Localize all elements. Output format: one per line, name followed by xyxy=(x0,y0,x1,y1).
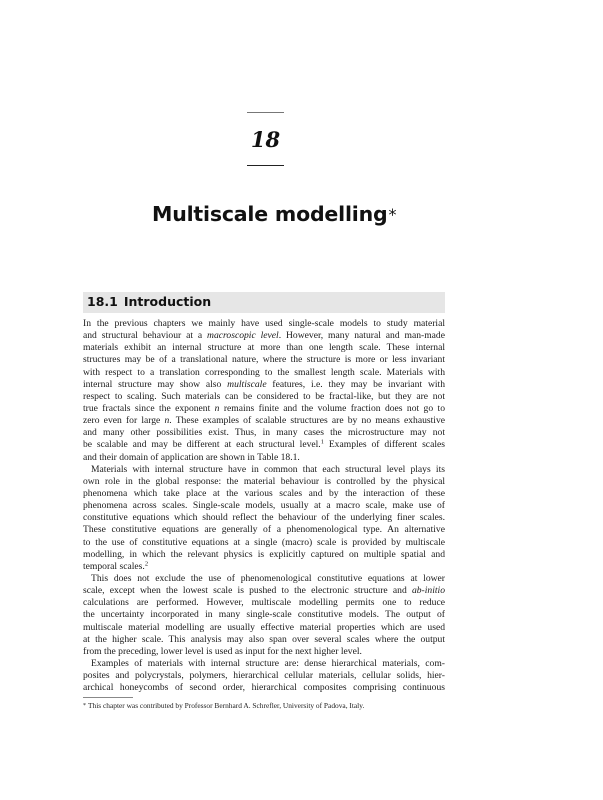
text-span: structures may be of a translational nature, where the structure is more or less invariant xyxy=(83,354,445,366)
section-number: 18.1 xyxy=(87,294,118,309)
text-span: Examples of different scales xyxy=(323,439,445,451)
text-span: true fractals since the exponent xyxy=(83,402,215,414)
text-span: remains finite and the volume fraction does not go to xyxy=(219,402,445,414)
text-line xyxy=(83,646,445,658)
section-heading xyxy=(87,294,211,309)
footnote xyxy=(83,701,445,711)
text-span: at the higher scale. This analysis may also span over several scales where the output xyxy=(83,633,445,645)
paragraph xyxy=(83,464,445,573)
text-span: and structural behaviour at a xyxy=(83,330,208,342)
section-heading-bar xyxy=(83,292,445,313)
text-span: posites and polycrystals, polymers, hierarchical cellular materials, cellular solids, hier- xyxy=(83,670,445,682)
text-span: from the preceding, lower level is used as input for the next higher level. xyxy=(83,645,362,657)
chapter-title-footnote-marker: * xyxy=(388,205,397,224)
text-span: respect to scaling. Such materials can be considered to be fractal-like, but they are not xyxy=(83,390,445,402)
emphasis-text: n xyxy=(164,415,170,427)
text-span: constitutive equations which should reflect the behaviour of the underlying finer scales. xyxy=(83,512,445,524)
text-line xyxy=(83,415,445,427)
text-span: to the use of constitutive equations at a single (macro) scale is provided by multiscale xyxy=(83,536,445,548)
text-line xyxy=(83,658,445,670)
paragraph xyxy=(83,573,445,658)
text-line xyxy=(83,367,445,379)
text-line xyxy=(83,476,445,488)
paragraph xyxy=(83,318,445,464)
text-span: internal structure may show also xyxy=(83,378,228,390)
text-span: the uncertainty incorporated in many single-scale constitutive models. The output of xyxy=(83,609,445,621)
text-span: archical honeycombs of second order, hierarchical composites comprising continuous xyxy=(83,682,445,694)
text-line xyxy=(83,452,445,464)
text-line xyxy=(83,500,445,512)
section-title: Introduction xyxy=(123,294,212,309)
text-line xyxy=(83,464,445,476)
text-span: These constitutive equations are generally of a phenomenological type. An alternative xyxy=(83,524,445,536)
text-line xyxy=(83,330,445,342)
chapter-title xyxy=(152,202,512,226)
footnote-rule xyxy=(83,697,133,698)
text-span: In the previous chapters we mainly have used single-scale models to study material xyxy=(83,318,445,329)
text-line xyxy=(83,391,445,403)
text-line xyxy=(83,609,445,621)
text-line xyxy=(83,427,445,439)
chapter-number: 18 xyxy=(250,126,281,152)
chapter-title-text: Multiscale modelling xyxy=(152,202,388,226)
text-span: multiscale material modelling are usually effective material properties which are used xyxy=(83,621,445,633)
text-line xyxy=(83,439,445,451)
text-line xyxy=(83,634,445,646)
paragraph xyxy=(83,658,445,694)
text-span: own role in the global response: the material behaviour is controlled by the physical xyxy=(83,475,445,487)
text-line xyxy=(83,597,445,609)
text-line xyxy=(83,585,445,597)
emphasis-text: macroscopic level xyxy=(207,330,279,342)
text-line xyxy=(83,318,445,330)
text-line xyxy=(83,561,445,573)
text-span: temporal scales. xyxy=(83,560,145,572)
text-line xyxy=(83,512,445,524)
emphasis-text: n xyxy=(214,402,220,414)
text-span: be scalable and may be different at each structural level. xyxy=(83,439,321,451)
text-span: scale, except when the lowest scale is pushed to the electronic structure and xyxy=(83,585,412,597)
footnote-marker: * xyxy=(83,702,86,709)
text-span: and their domain of application are shown in Table 18.1. xyxy=(83,451,300,463)
text-span: Examples of materials with internal structure are: dense hierarchical materials, com- xyxy=(91,657,445,669)
text-span: phenomena which take place at the various scales and by the interaction of these xyxy=(83,487,445,499)
footnote-text: This chapter was contributed by Professor Bernhard A. Schrefler, University of Padova, Italy. xyxy=(88,701,365,710)
text-line xyxy=(83,524,445,536)
chapter-number-box xyxy=(247,112,284,166)
text-line xyxy=(83,537,445,549)
text-span: This does not exclude the use of phenomenological constitutive equations at lower xyxy=(91,572,445,584)
emphasis-text: multiscale xyxy=(227,378,267,390)
text-line xyxy=(83,354,445,366)
footnote-reference: 2 xyxy=(144,560,149,568)
text-span: . However, many natural and man-made xyxy=(278,330,445,342)
text-line xyxy=(83,573,445,585)
text-span: Materials with internal structure have in common that each structural level plays its xyxy=(91,463,445,475)
text-line xyxy=(83,379,445,391)
text-line xyxy=(83,622,445,634)
text-line xyxy=(83,342,445,354)
text-line xyxy=(83,670,445,682)
body-text xyxy=(83,318,445,694)
text-span: . These examples of scalable structures are by no means exhaustive xyxy=(169,415,445,427)
text-line xyxy=(83,682,445,694)
text-span: and many other possibilities exist. Thus, in many cases the microstructure may not xyxy=(83,427,445,439)
text-span: features, i.e. they may be invariant with xyxy=(266,378,445,390)
text-span: modelling, in which the relevant physics is explicitly captured on multiple spatial and xyxy=(83,548,445,560)
text-span: with respect to a translation corresponding to the smallest length scale. Materials with xyxy=(83,366,445,378)
text-span: zero even for large xyxy=(83,415,165,427)
text-span: calculations are performed. However, multiscale modelling permits one to reduce xyxy=(83,597,445,609)
emphasis-text: ab-initio xyxy=(411,585,445,597)
text-line xyxy=(83,403,445,415)
text-line xyxy=(83,488,445,500)
footnote-reference: 1 xyxy=(320,439,324,446)
text-span: phenomena across scales. Single-scale models, usually at a macro scale, make use of xyxy=(83,500,445,512)
text-line xyxy=(83,549,445,561)
text-span: materials exhibit an internal structure at more than one length scale. These internal xyxy=(83,342,445,354)
